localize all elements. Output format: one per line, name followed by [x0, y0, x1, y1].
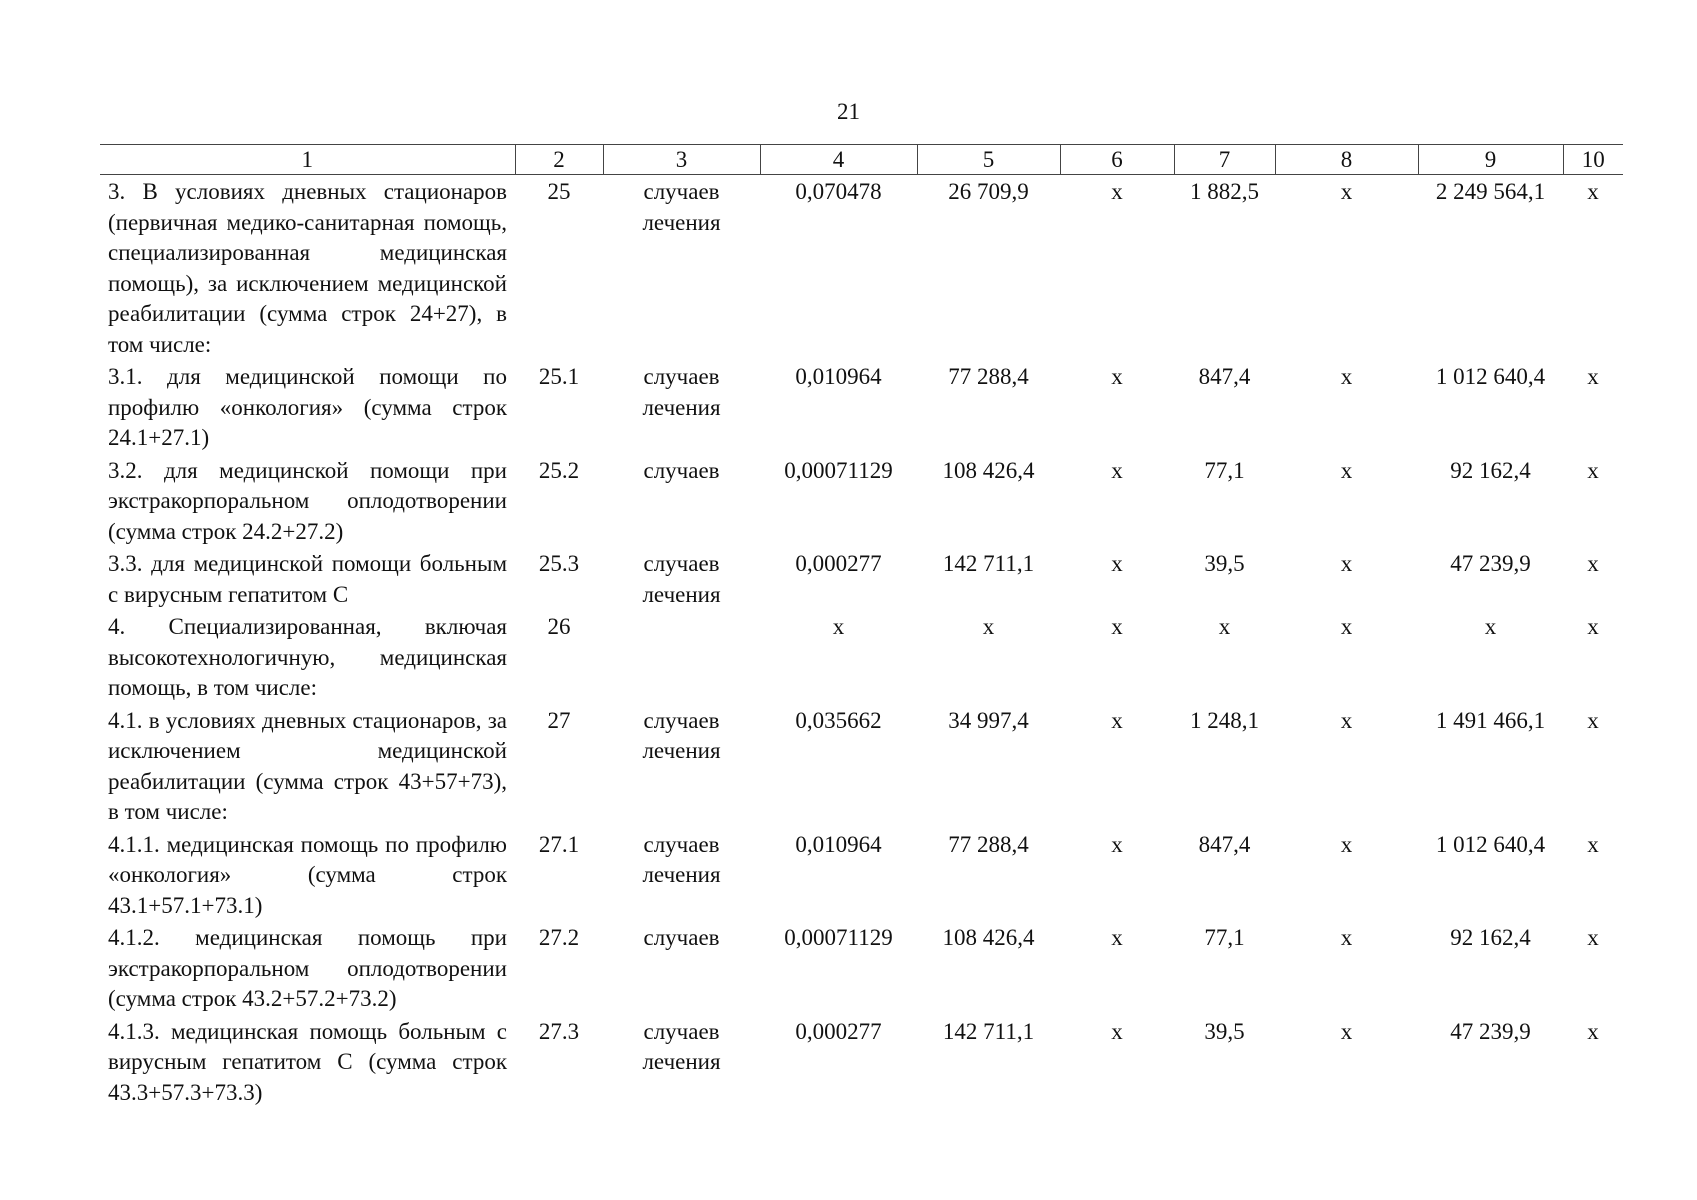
col7-cell: [1174, 175, 1275, 361]
table-row: [100, 610, 1623, 704]
volume-cell-text: х: [832, 614, 845, 639]
col6-cell: [1060, 360, 1174, 454]
row-number: [515, 454, 603, 548]
col9-cell: [1418, 547, 1563, 610]
col8-cell: [1275, 1015, 1418, 1109]
col6-cell: [1060, 704, 1174, 828]
row-description: [100, 828, 515, 922]
row-number-text: 27.3: [538, 1018, 580, 1044]
col6-cell-text: х: [1111, 179, 1123, 204]
col7-cell: [1174, 828, 1275, 922]
col7-cell: [1174, 454, 1275, 548]
row-description: [100, 454, 515, 548]
col6-cell-text: х: [1111, 707, 1123, 733]
volume-cell-text: 0,010964: [795, 364, 882, 389]
col7-cell-text: 39,5: [1204, 1018, 1245, 1044]
col10-cell-text: х: [1587, 614, 1599, 639]
col10-cell: [1563, 360, 1623, 454]
column-header: 6: [1060, 145, 1174, 175]
col9-cell: [1418, 1015, 1563, 1109]
col7-cell: [1174, 704, 1275, 828]
row-description-text: 4.1.2. медицинская помощь при экстракорпоральном оплодотворении (сумма строк 43.2+57.2+73.2): [108, 925, 507, 1011]
unit-cell: [603, 454, 760, 548]
cost-cell: [917, 828, 1060, 922]
col9-cell: [1418, 610, 1563, 704]
cost-cell-text: 77 288,4: [948, 831, 1029, 857]
volume-cell: [760, 454, 917, 548]
col8-cell: [1275, 921, 1418, 1015]
cost-cell-text: 142 711,1: [942, 1018, 1035, 1044]
col9-cell-text: 1 012 640,4: [1435, 364, 1546, 389]
row-number-text: 27: [547, 707, 571, 733]
col8-cell: [1275, 610, 1418, 704]
col10-cell: [1563, 547, 1623, 610]
volume-cell: [760, 704, 917, 828]
unit-cell-text: [603, 610, 760, 612]
col6-cell: [1060, 547, 1174, 610]
row-description: [100, 360, 515, 454]
col7-cell-text: х: [1218, 614, 1231, 639]
column-header: 5: [917, 145, 1060, 175]
col8-cell: [1275, 175, 1418, 361]
cost-cell: [917, 921, 1060, 1015]
row-number-text: 27.1: [538, 831, 580, 857]
column-header: 4: [760, 145, 917, 175]
cost-cell-text: 108 426,4: [942, 925, 1035, 950]
unit-cell: [603, 704, 760, 828]
col10-cell-text: х: [1587, 364, 1599, 389]
col8-cell-text: х: [1340, 551, 1353, 576]
col7-cell-text: 1 248,1: [1190, 707, 1259, 733]
col10-cell-text: х: [1587, 1018, 1599, 1044]
volume-cell: [760, 610, 917, 704]
unit-cell-text: случаев лечения: [642, 707, 721, 763]
col8-cell: [1275, 704, 1418, 828]
row-number-text: 27.2: [538, 925, 580, 950]
unit-cell-text: случаев лечения: [642, 551, 721, 607]
row-description: [100, 921, 515, 1015]
volume-cell-text: 0,000277: [795, 1018, 882, 1044]
row-description-text: 3. В условиях дневных стационаров (первичная медико-санитарная помощь, специализированная медицинская помощь), за исключением медицинской реабилитации (сумма строк 24+27), в том числе:: [108, 179, 507, 357]
unit-cell: [603, 175, 760, 361]
table-row: [100, 175, 1623, 361]
column-header: 3: [603, 145, 760, 175]
col9-cell-text: 92 162,4: [1450, 457, 1531, 483]
col10-cell-text: х: [1587, 707, 1599, 733]
unit-cell-text: случаев лечения: [642, 179, 721, 235]
row-number: [515, 921, 603, 1015]
col8-cell-text: х: [1340, 179, 1353, 204]
col6-cell: [1060, 175, 1174, 361]
unit-cell-text: случаев: [643, 925, 720, 950]
cost-cell-text: 26 709,9: [948, 179, 1029, 204]
column-header: 8: [1275, 145, 1418, 175]
cost-cell: [917, 175, 1060, 361]
col9-cell: [1418, 704, 1563, 828]
col7-cell-text: 77,1: [1204, 925, 1245, 950]
col6-cell-text: х: [1111, 457, 1123, 483]
row-number-text: 25.2: [538, 457, 580, 483]
row-number: [515, 547, 603, 610]
volume-cell-text: 0,00071129: [784, 457, 893, 483]
col8-cell-text: х: [1340, 614, 1353, 639]
col7-cell: [1174, 360, 1275, 454]
cost-cell: [917, 1015, 1060, 1109]
cost-cell: [917, 704, 1060, 828]
col7-cell-text: 847,4: [1198, 831, 1251, 857]
row-number-text: 26: [547, 614, 571, 639]
row-number: [515, 610, 603, 704]
col9-cell: [1418, 454, 1563, 548]
volume-cell-text: 0,070478: [795, 179, 882, 204]
volume-cell-text: 0,00071129: [784, 925, 893, 950]
col10-cell: [1563, 610, 1623, 704]
col7-cell-text: 39,5: [1204, 551, 1245, 576]
col6-cell-text: х: [1111, 925, 1123, 950]
col10-cell-text: х: [1587, 457, 1599, 483]
row-description-text: 3.2. для медицинской помощи при экстракорпоральном оплодотворении (сумма строк 24.2+27.2): [108, 457, 507, 544]
unit-cell: [603, 610, 760, 704]
volume-cell: [760, 547, 917, 610]
volume-cell: [760, 921, 917, 1015]
unit-cell: [603, 921, 760, 1015]
col9-cell-text: 2 249 564,1: [1435, 179, 1546, 204]
row-description-text: 3.1. для медицинской помощи по профилю «онкология» (сумма строк 24.1+27.1): [108, 364, 507, 450]
col8-cell-text: х: [1340, 925, 1353, 950]
unit-cell: [603, 547, 760, 610]
row-number: [515, 704, 603, 828]
col6-cell: [1060, 921, 1174, 1015]
col10-cell: [1563, 454, 1623, 548]
col9-cell-text: 1 012 640,4: [1435, 831, 1546, 857]
volume-cell: [760, 360, 917, 454]
col7-cell-text: 847,4: [1198, 364, 1251, 389]
table-header-row: [100, 145, 1623, 175]
col10-cell-text: х: [1587, 925, 1599, 950]
volume-cell-text: 0,010964: [795, 831, 882, 857]
table-row: [100, 547, 1623, 610]
col10-cell: [1563, 921, 1623, 1015]
col8-cell: [1275, 828, 1418, 922]
col9-cell: [1418, 175, 1563, 361]
row-number-text: 25: [547, 179, 571, 204]
table-row: [100, 828, 1623, 922]
row-description-text: 4.1.1. медицинская помощь по профилю «онкология» (сумма строк 43.1+57.1+73.1): [108, 831, 507, 918]
table-row: [100, 1015, 1623, 1109]
col6-cell-text: х: [1111, 614, 1123, 639]
row-number: [515, 360, 603, 454]
col8-cell-text: х: [1340, 364, 1353, 389]
row-description: [100, 1015, 515, 1109]
col9-cell: [1418, 921, 1563, 1015]
col7-cell: [1174, 921, 1275, 1015]
table-row: [100, 704, 1623, 828]
col7-cell-text: 77,1: [1204, 457, 1245, 483]
data-table: [100, 144, 1623, 1108]
col10-cell: [1563, 704, 1623, 828]
col7-cell-text: 1 882,5: [1190, 179, 1259, 204]
table-row: [100, 921, 1623, 1015]
col8-cell-text: х: [1340, 831, 1353, 857]
col6-cell-text: х: [1111, 364, 1123, 389]
col10-cell: [1563, 1015, 1623, 1109]
col6-cell: [1060, 1015, 1174, 1109]
col6-cell: [1060, 828, 1174, 922]
col10-cell: [1563, 175, 1623, 361]
col8-cell: [1275, 454, 1418, 548]
cost-cell: [917, 454, 1060, 548]
unit-cell-text: случаев лечения: [642, 1018, 721, 1074]
column-header: 2: [515, 145, 603, 175]
col8-cell-text: х: [1340, 707, 1353, 733]
volume-cell: [760, 175, 917, 361]
volume-cell: [760, 828, 917, 922]
col9-cell-text: 47 239,9: [1450, 551, 1531, 576]
page-number: 21: [837, 99, 860, 124]
volume-cell-text: 0,000277: [795, 551, 882, 576]
row-description-text: 4.1. в условиях дневных стационаров, за исключением медицинской реабилитации (сумма строк 43+57+73), в том числе:: [108, 707, 507, 824]
col9-cell-text: 92 162,4: [1450, 925, 1531, 950]
row-description-text: 4. Специализированная, включая высокотехнологичную, медицинская помощь, в том числе:: [108, 614, 507, 700]
cost-cell-text: 142 711,1: [942, 551, 1035, 576]
row-description: [100, 547, 515, 610]
col9-cell-text: х: [1484, 614, 1497, 639]
col9-cell-text: 1 491 466,1: [1435, 707, 1546, 733]
row-description: [100, 175, 515, 361]
table-row: [100, 454, 1623, 548]
row-number: [515, 175, 603, 361]
col9-cell: [1418, 360, 1563, 454]
column-header: 10: [1563, 145, 1623, 175]
cost-cell-text: х: [982, 614, 995, 639]
col7-cell: [1174, 547, 1275, 610]
col8-cell: [1275, 360, 1418, 454]
row-number: [515, 828, 603, 922]
row-description-text: 3.3. для медицинской помощи больным с вирусным гепатитом С: [108, 551, 507, 607]
unit-cell: [603, 360, 760, 454]
cost-cell-text: 77 288,4: [948, 364, 1029, 389]
col7-cell: [1174, 1015, 1275, 1109]
column-header: 1: [100, 145, 515, 175]
col7-cell: [1174, 610, 1275, 704]
col6-cell-text: х: [1111, 551, 1123, 576]
col10-cell-text: х: [1587, 179, 1599, 204]
unit-cell-text: случаев лечения: [642, 831, 721, 887]
cost-cell-text: 34 997,4: [948, 707, 1029, 733]
row-number-text: 25.1: [538, 364, 580, 389]
col6-cell-text: х: [1111, 1018, 1123, 1044]
col8-cell-text: х: [1340, 457, 1353, 483]
col10-cell-text: х: [1587, 551, 1599, 576]
row-description: [100, 704, 515, 828]
col10-cell: [1563, 828, 1623, 922]
col10-cell-text: х: [1587, 831, 1599, 857]
unit-cell: [603, 1015, 760, 1109]
col8-cell-text: х: [1340, 1018, 1353, 1044]
row-description: [100, 610, 515, 704]
unit-cell: [603, 828, 760, 922]
col6-cell: [1060, 454, 1174, 548]
col6-cell-text: х: [1111, 831, 1123, 857]
cost-cell-text: 108 426,4: [942, 457, 1035, 483]
cost-cell: [917, 360, 1060, 454]
unit-cell-text: случаев: [643, 457, 720, 483]
col9-cell: [1418, 828, 1563, 922]
column-header: 7: [1174, 145, 1275, 175]
row-description-text: 4.1.3. медицинская помощь больным с вирусным гепатитом С (сумма строк 43.3+57.3+73.3): [108, 1018, 507, 1105]
column-header: 9: [1418, 145, 1563, 175]
col8-cell: [1275, 547, 1418, 610]
col9-cell-text: 47 239,9: [1450, 1018, 1531, 1044]
cost-cell: [917, 547, 1060, 610]
unit-cell-text: случаев лечения: [642, 364, 721, 420]
table-row: [100, 360, 1623, 454]
cost-cell: [917, 610, 1060, 704]
volume-cell: [760, 1015, 917, 1109]
volume-cell-text: 0,035662: [795, 707, 882, 733]
col6-cell: [1060, 610, 1174, 704]
row-number: [515, 1015, 603, 1109]
row-number-text: 25.3: [538, 551, 580, 576]
